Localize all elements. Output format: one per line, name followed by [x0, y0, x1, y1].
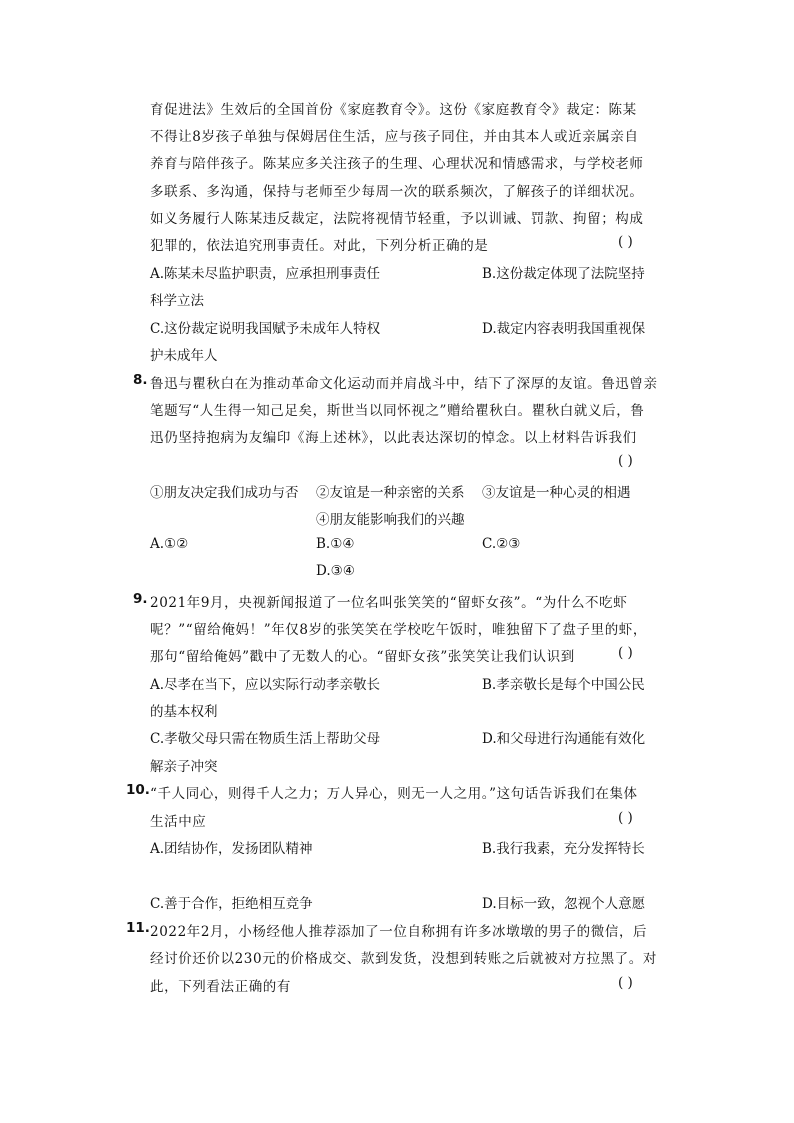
q7-option-d-cont: 护未成年人	[150, 348, 218, 364]
q7-line-6: 犯罪的，依法追究刑事责任。对此，下列分析正确的是	[150, 238, 489, 254]
q8-option-a: A.①②	[150, 536, 189, 552]
q11-line-1: 2022年2月，小杨经他人推荐添加了一位自称拥有许多冰墩墩的男子的微信，后	[150, 924, 648, 940]
q8-answer-paren: ( )	[618, 453, 633, 469]
q8-statement-2: ②友谊是一种亲密的关系	[316, 485, 465, 501]
q7-line-2: 不得让8岁孩子单独与保姆居住生活，应与孩子同住，并由其本人或近亲属亲自	[150, 129, 639, 145]
q11-line-2: 经讨价还价以230元的价格成交、款到发货，没想到转账之后就被对方拉黑了。对	[150, 951, 657, 967]
q9-option-b-cont: 的基本权利	[150, 704, 218, 720]
q10-number: 10.	[126, 782, 150, 798]
q8-line-1: 鲁迅与瞿秋白在为推动革命文化运动而并肩战斗中，结下了深厚的友谊。鲁迅曾亲	[150, 376, 658, 392]
q10-answer-paren: ( )	[618, 810, 633, 826]
q8-option-c: C.②③	[482, 536, 521, 552]
q7-option-a: A.陈某未尽监护职责，应承担刑事责任	[150, 266, 381, 282]
q8-statement-1: ①朋友决定我们成功与否	[150, 485, 299, 501]
q7-answer-paren: ( )	[618, 234, 633, 250]
q7-line-1: 育促进法》生效后的全国首份《家庭教育令》。这份《家庭教育令》裁定：陈某	[150, 102, 637, 118]
q9-option-a: A.尽孝在当下，应以实际行动孝亲敬长	[150, 677, 381, 693]
q10-line-1: “千人同心，则得千人之力；万人异心，则无一人之用。”这句话告诉我们在集体	[150, 786, 638, 802]
q9-option-d-cont: 解亲子冲突	[150, 759, 218, 775]
q8-line-3: 迅仍坚持抱病为友编印《海上述林》，以此表达深切的悼念。以上材料告诉我们	[150, 430, 637, 446]
q8-option-d: D.③④	[316, 563, 355, 579]
q11-number: 11.	[126, 920, 150, 936]
q10-option-b: B.我行我素，充分发挥特长	[482, 841, 645, 857]
q9-option-d: D.和父母进行沟通能有效化	[482, 731, 646, 747]
q10-option-a: A.团结协作，发扬团队精神	[150, 841, 313, 857]
q9-option-c: C.孝敬父母只需在物质生活上帮助父母	[150, 731, 381, 747]
q9-answer-paren: ( )	[618, 645, 633, 661]
q9-line-3: 那句“留给俺妈”戳中了无数人的心。“留虾女孩”张笑笑让我们认识到	[150, 649, 575, 665]
q7-option-c: C.这份裁定说明我国赋予未成年人特权	[150, 321, 381, 337]
q9-option-b: B.孝亲敬长是每个中国公民	[482, 677, 645, 693]
q7-line-5: 如义务履行人陈某违反裁定，法院将视情节轻重，予以训诫、罚款、拘留；构成	[150, 211, 644, 227]
q9-number: 9.	[133, 591, 148, 607]
q8-option-b: B.①④	[316, 536, 355, 552]
q11-line-3: 此，下列看法正确的有	[150, 979, 291, 995]
q9-line-2: 呢？”“留给俺妈！”年仅8岁的张笑笑在学校吃午饭时，唯独留下了盘子里的虾，	[150, 622, 647, 638]
q8-statement-3: ③友谊是一种心灵的相遇	[482, 485, 631, 501]
q11-answer-paren: ( )	[618, 975, 633, 991]
q8-number: 8.	[133, 372, 148, 388]
q10-option-c: C.善于合作，拒绝相互竞争	[150, 896, 313, 912]
q8-line-2: 笔题写“人生得一知己足矣，斯世当以同怀视之”赠给瞿秋白。瞿秋白就义后，鲁	[150, 403, 645, 419]
q10-option-d: D.目标一致，忽视个人意愿	[482, 896, 646, 912]
q7-line-4: 多联系、多沟通，保持与老师至少每周一次的联系频次，了解孩子的详细状况。	[150, 184, 644, 200]
q7-option-b: B.这份裁定体现了法院坚持	[482, 266, 645, 282]
q7-line-3: 养育与陪伴孩子。陈某应多关注孩子的生理、心理状况和情感需求，与学校老师	[150, 156, 644, 172]
q7-option-d: D.裁定内容表明我国重视保	[482, 321, 646, 337]
q10-line-2: 生活中应	[150, 814, 207, 830]
q9-line-1: 2021年9月，央视新闻报道了一位名叫张笑笑的“留虾女孩”。“为什么不吃虾	[150, 595, 628, 611]
q7-option-b-cont: 科学立法	[150, 293, 204, 309]
q8-statement-4: ④朋友能影响我们的兴趣	[316, 512, 465, 528]
